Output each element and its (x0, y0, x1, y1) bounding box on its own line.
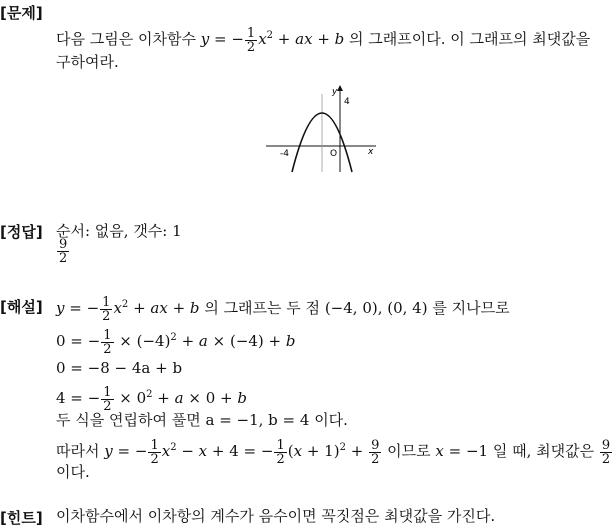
problem-label: [문제] (0, 4, 43, 22)
answer-line-1: 순서: 없음, 갯수: 1 (56, 222, 182, 240)
hint-label: [힌트] (0, 509, 43, 527)
solution-eq-1: 0 = − $\frac{1}{2}$ × $(-4)^2 + a \times (-4) + b$ (56, 327, 296, 357)
y-axis-arrow (337, 85, 343, 91)
solution-label: [해설] (0, 298, 43, 316)
solution-line-8: 이다. (56, 463, 90, 481)
answer-label: [정답] (0, 223, 43, 241)
y-axis-label: y (332, 87, 338, 97)
solution-eq-3: 4 = − $\frac{1}{2}$ × $0^2 + a \times 0 + b$ (56, 384, 247, 414)
solution-line-1: y = − $\frac{1}{2}$ $x^2$ + ax + b 의 그래프는 두 점 (−4, 0), (0, 4) 를 지나므로 (56, 294, 510, 324)
x-root-label: -4 (280, 149, 289, 159)
problem-line-1: 다음 그림은 이차함수 y = − $\frac{1}{2}$ $x^2$ + ax + b 의 그래프이다. 이 그래프의 최댓값을 (56, 25, 591, 55)
hint-text: 이차함수에서 이차항의 계수가 음수이면 꼭짓점은 최댓값을 가진다. (56, 507, 496, 525)
x-axis-label: x (368, 147, 374, 157)
solution-line-7: 따라서 y = − $\frac{1}{2}$ $x^2 - x + 4$ = − $\frac{1}{2}$ $(x + 1)^2$ + $\frac{9}{2}$ 이므로 x = −1 일 때, 최댓값은 $\frac{9}{2}$ (56, 437, 611, 467)
y-intercept-label: 4 (344, 97, 350, 107)
problem-line-2: 구하여라. (56, 53, 119, 71)
answer-fraction: $\frac{9}{2}$ (59, 237, 68, 266)
origin-label: O (330, 149, 338, 159)
solution-line-6: 두 식을 연립하여 풀면 a = −1, b = 4 이다. (56, 411, 348, 429)
parabola-graph (260, 80, 380, 176)
solution-eq-2: 0 = −8 − 4a + b (56, 359, 183, 377)
